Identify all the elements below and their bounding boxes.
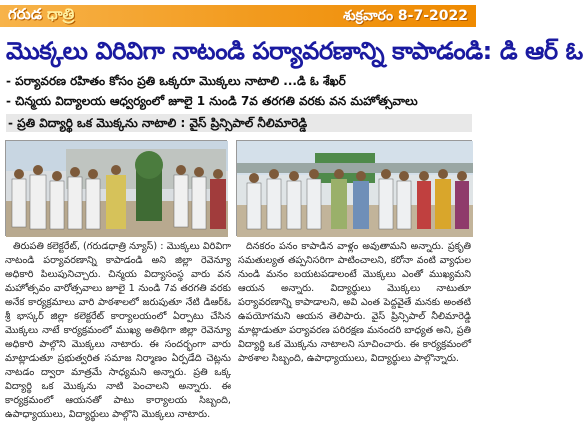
logo-part2: ధాత్రి (46, 5, 75, 23)
masthead (0, 0, 476, 30)
subhead-3: - ప్రతి విద్యార్థి ఒక మొక్కను నాటాలి : వైస్ ప్రిన్సిపాల్ నీలిమారెడ్డి (6, 114, 472, 132)
logo-part1: గరుడ (8, 5, 42, 23)
newspaper-logo (8, 3, 74, 29)
issue-date: శుక్రవారం 8-7-2022 (343, 8, 468, 24)
article-body-column-1 (5, 240, 231, 420)
photo-plantation-1 (5, 140, 227, 236)
photo-plantation-2 (236, 140, 472, 236)
article-body-column-2 (238, 240, 471, 408)
article-body-col1-text: తిరుపతి కలెక్టరేట్, (గరుడధాత్రి న్యూస్) : మొక్కలు విరివిగా నాటండి పర్యావరణాన్ని కాపాడండి అని జిల్లా రెవెన్యూ అధికారి పిలుపునిచ్చారు. చిన్మయ విద్యాసంస్థ వారు వన మహోత్సవం వారోత్సవాలు జూలై 1 నుండి 7వ తరగతి వరకు అనేక కార్యక్రమాలు వారి పాఠశాలలో జరుపుతూ నేటి డిఆర్ఓ శ్రీ భాస్కర్ జిల్లా కలెక్టరేట్ కార్యాలయంలో ఏర్పాటు చేసిన మొక్కలు నాటే కార్యక్రమంలో ముఖ్య అతిథిగా జిల్లా రెవెన్యూ అధికారి పాల్గొని మొక్కలు నాటారు. ఈ సందర్భంగా వారు మాట్లాడుతూ ప్రభుత్వరిత సమాజ నిర్మాణం ఏర్పడేది చెట్లను నాటడం ద్వారా మాత్రమే సాధ్యమని అన్నారు. ప్రతి ఒక్క విద్యార్థి ఒక మొక్కను నాటి పెంచాలని అన్నారు. ఈ కార్యక్రమంలో ఆయనతో పాటు కార్యాలయ సిబ్బంది, ఉపాధ్యాయులు, విద్యార్థులు పాల్గొని మొక్కలు నాటారు. (5, 241, 231, 420)
photo-plantation-2-image (237, 141, 473, 237)
photo-plantation-1-image (6, 141, 228, 237)
headline: మొక్కలు విరివిగా నాటండి పర్యావరణాన్ని కాపాడండి: డి ఆర్ ఓ (6, 37, 583, 65)
subhead-1: - పర్యావరణ రహితం కోసం ప్రతి ఒక్కరూ మొక్కలు నాటాలి ...డి ఓ శేఖర్ (6, 74, 346, 88)
article-body-col2-text: దినకరం పనం కాపాడిన వాళ్లం అవుతామని అన్నారు. ప్రకృతి సమతుల్యత తప్పనిసరిగా పాటించాలని, కరోనా వంటి వ్యాధుల నుండి మనం బయటపడాలంటే మొక్కలు ఎంతో ముఖ్యమని ఆయన అన్నారు. విద్యార్థులు మొక్కలు నాటుతూ పర్యావరణాన్ని కాపాడాలని, అవి ఎంత పెద్దవైతే మనకు అంతటి ఉపయోగమని ఆయన తెలిపారు. వైస్ ప్రిన్సిపాల్ నీలిమారెడ్డి మాట్లాడుతూ పర్యావరణ పరిరక్షణ మనందరి బాధ్యత అని, ప్రతి విద్యార్థి ఒక మొక్కను నాటాలని సూచించారు. ఈ కార్యక్రమంలో పాఠశాల సిబ్బంది, ఉపాధ్యాయులు, విద్యార్థులు పాల్గొన్నారు. (238, 241, 471, 364)
subhead-2: - చిన్మయ విద్యాలయ ఆధ్వర్యంలో జూలై 1 నుండి 7వ తరగతి వరకు వన మహోత్సవాలు (6, 94, 418, 108)
